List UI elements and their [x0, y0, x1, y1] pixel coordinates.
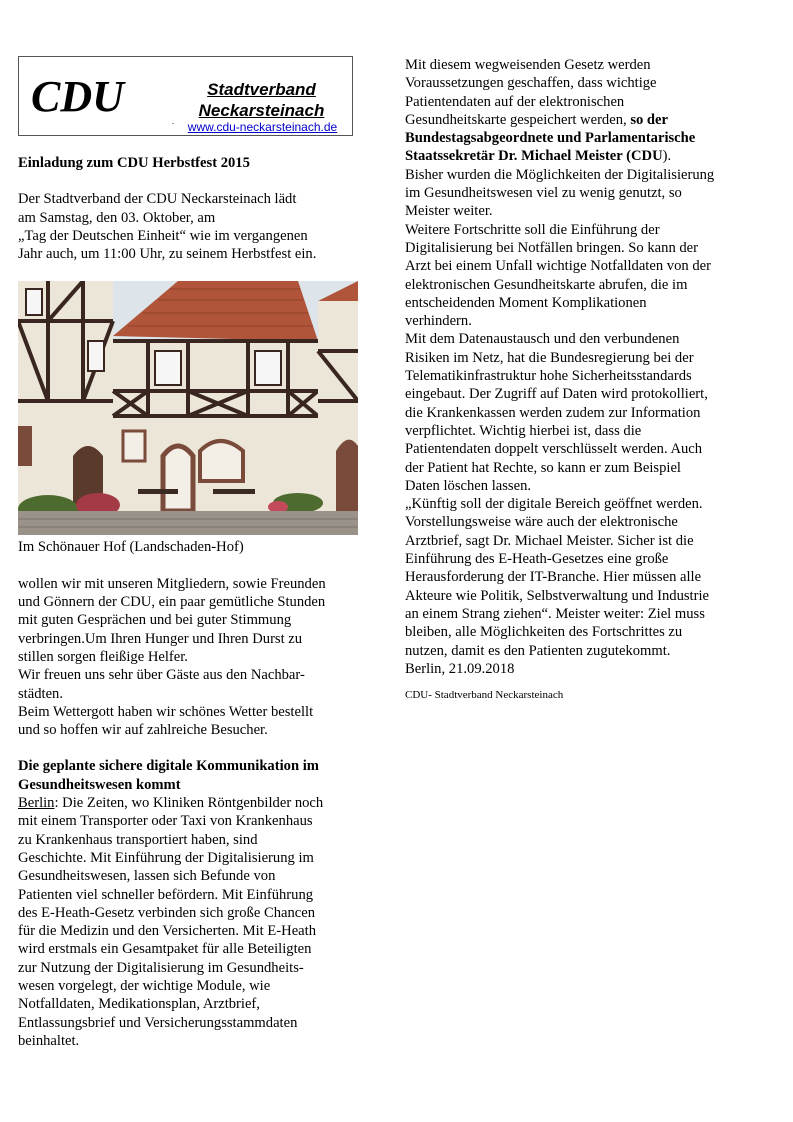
invitation-body-line: mit guten Gesprächen und bei guter Stimmung	[18, 612, 292, 629]
article-line: entscheidenden Moment Komplikationen	[405, 294, 647, 311]
article-line: verpflichtet. Wichtig hierbei ist, dass die	[405, 422, 642, 439]
article-line: Arztbrief, sagt Dr. Michael Meister. Sicher ist die	[405, 532, 694, 549]
article-right-text-b	[405, 166, 757, 678]
article-line: wird erstmals ein Gesamtpaket für alle Beteiligten	[18, 941, 312, 958]
article-line: Akteure wie Politik, Selbstverwaltung und Industrie	[405, 587, 709, 604]
article-line: die Krankenkassen werden zudem zur Information	[405, 404, 701, 421]
article-line: zur Nutzung der Digitalisierung im Gesundheits-	[18, 959, 304, 976]
article-line: „Künftig soll der digitale Bereich geöffnet werden.	[405, 496, 703, 513]
article-line: Daten löschen lassen.	[405, 477, 532, 494]
invitation-body-line: wollen wir mit unseren Mitgliedern, sowie Freunden	[18, 575, 326, 592]
dot-mark: .	[172, 117, 174, 126]
article-line: Notfalldaten, Medikationsplan, Arztbrief,	[18, 996, 260, 1013]
website-link[interactable]: www.cdu-neckarsteinach.de	[187, 120, 338, 134]
article-line: Berlin, 21.09.2018	[405, 660, 515, 677]
article-line: Mit diesem wegweisenden Gesetz werden	[405, 57, 651, 73]
invitation-body-line: und Gönnern der CDU, ein paar gemütliche Stunden	[18, 594, 326, 611]
cdu-logo: CDU	[31, 72, 124, 121]
article-line: nutzen, damit es den Patienten zugutekommt.	[405, 642, 671, 659]
intro-line: Der Stadtverband der CDU Neckarsteinach lädt	[18, 191, 297, 208]
article-line: Telematikinfrastruktur hohe Sicherheitsstandards	[405, 368, 692, 385]
article-line: eingebaut. Der Zugriff auf Daten wird protokolliert,	[405, 386, 708, 403]
article-line: für die Medizin und den Versicherten. Mit E-Heath	[18, 923, 317, 940]
article-line: Voraussetzungen geschaffen, dass wichtige	[405, 75, 657, 92]
invitation-body-line: Wir freuen uns sehr über Gäste aus den Nachbar-	[18, 667, 305, 684]
org-name-line2: Neckarsteinach	[198, 101, 325, 120]
article-line: Arzt bei einem Unfall wichtige Notfalldaten von der	[405, 258, 711, 275]
intro-line: „Tag der Deutschen Einheit“ wie im vergangenen	[18, 227, 308, 244]
article-first-line-rest: : Die Zeiten, wo Kliniken Röntgenbilder noch	[54, 795, 324, 812]
article-line: Patientendaten auf der elektronischen	[405, 93, 625, 110]
invitation-intro	[18, 190, 361, 263]
article-first-line	[18, 794, 361, 812]
left-column	[18, 56, 361, 1050]
article-line: Patienten viel schneller befördern. Mit Einführung	[18, 886, 314, 903]
article-title-line1: Die geplante sichere digitale Kommunikation im	[18, 758, 319, 775]
article-line: des E-Heath-Gesetz verbinden sich große Chancen	[18, 904, 316, 921]
article-line: zu Krankenhaus transportiert haben, sind	[18, 831, 258, 848]
invitation-body	[18, 575, 361, 740]
article-line: der Patient hat Rechte, so kann er zum Beispiel	[405, 459, 681, 476]
article-line: Vorstellungsweise wäre auch der elektronische	[405, 514, 678, 531]
right-column	[405, 56, 757, 702]
letterhead	[18, 56, 353, 136]
article-mixed-line	[405, 111, 757, 129]
article-line: Digitalisierung bei Notfällen bringen. So kann der	[405, 239, 699, 256]
mixed-bold: so der	[630, 111, 669, 128]
article-right-text-a	[405, 56, 757, 111]
dateline-berlin-link[interactable]: Berlin	[18, 795, 55, 812]
article-line: Herausforderung der IT-Branche. Hier müssen alle	[405, 569, 702, 586]
article-line: elektronischen Gesundheitskarte abrufen, die im	[405, 276, 688, 293]
article-line: Bisher wurden die Möglichkeiten der Digitalisierung	[405, 166, 715, 183]
photo-schoenauer-hof	[18, 281, 358, 535]
org-name	[169, 79, 354, 121]
article-line: Mit dem Datenaustausch und den verbundenen	[405, 331, 680, 348]
article-line: verhindern.	[405, 313, 472, 330]
invitation-body-line: und so hoffen wir auf zahlreiche Besucher.	[18, 722, 268, 739]
article-line: Patientendaten doppelt verschlüsselt werden. Auch	[405, 441, 703, 458]
article-bold-line2	[405, 147, 757, 165]
article-line: Geschichte. Mit Einführung der Digitalisierung im	[18, 849, 314, 866]
article-bold-line: Bundestagsabgeordnete und Parlamentarische	[405, 130, 696, 147]
article-line: im Gesundheitswesen viel zu wenig genutzt, so	[405, 185, 682, 202]
article-line: Einführung des E-Heath-Gesetzes eine große	[405, 551, 669, 568]
article-line: Gesundheitswesen, lassen sich Befunde von	[18, 868, 276, 885]
mixed-plain: Gesundheitskarte gespeichert werden,	[405, 111, 631, 128]
photo-caption: Im Schönauer Hof (Landschaden-Hof)	[18, 539, 244, 556]
org-name-line1: Stadtverband	[207, 80, 316, 99]
article-line: mit einem Transporter oder Taxi von Krankenhaus	[18, 813, 313, 830]
article-left-text	[18, 812, 361, 1050]
article-line: Meister weiter.	[405, 203, 493, 220]
bold-line2-tail: ).	[662, 148, 672, 165]
invitation-body-line: Beim Wettergott haben wir schönes Wetter bestellt	[18, 703, 314, 720]
footer-note: CDU- Stadtverband Neckarsteinach	[405, 689, 564, 702]
article-line: Risiken im Netz, hat die Bundesregierung bei der	[405, 349, 694, 366]
invitation-body-line: stillen sorgen fleißige Helfer.	[18, 648, 188, 665]
invitation-body-line: städten.	[18, 685, 63, 702]
intro-line: Jahr auch, um 11:00 Uhr, zu seinem Herbstfest ein.	[18, 246, 317, 263]
article-line: Entlassungsbrief und Versicherungsstammdaten	[18, 1014, 298, 1031]
article-line: an einem Strang ziehen“. Meister weiter: Ziel muss	[405, 605, 705, 622]
article-line: Weitere Fortschritte soll die Einführung der	[405, 221, 660, 238]
article-line: wesen vorgelegt, der wichtige Module, wie	[18, 978, 271, 995]
article-line: bleiben, alle Möglichkeiten des Fortschrittes zu	[405, 624, 683, 641]
invitation-title: Einladung zum CDU Herbstfest 2015	[18, 155, 250, 171]
article-title-line2: Gesundheitswesen kommt	[18, 776, 181, 793]
intro-line: am Samstag, den 03. Oktober, am	[18, 209, 216, 226]
invitation-body-line: verbringen.Um Ihren Hunger und Ihren Durst zu	[18, 630, 303, 647]
article-line: beinhaltet.	[18, 1032, 80, 1049]
bold-line2-main: Staatssekretär Dr. Michael Meister (CDU	[405, 148, 663, 165]
